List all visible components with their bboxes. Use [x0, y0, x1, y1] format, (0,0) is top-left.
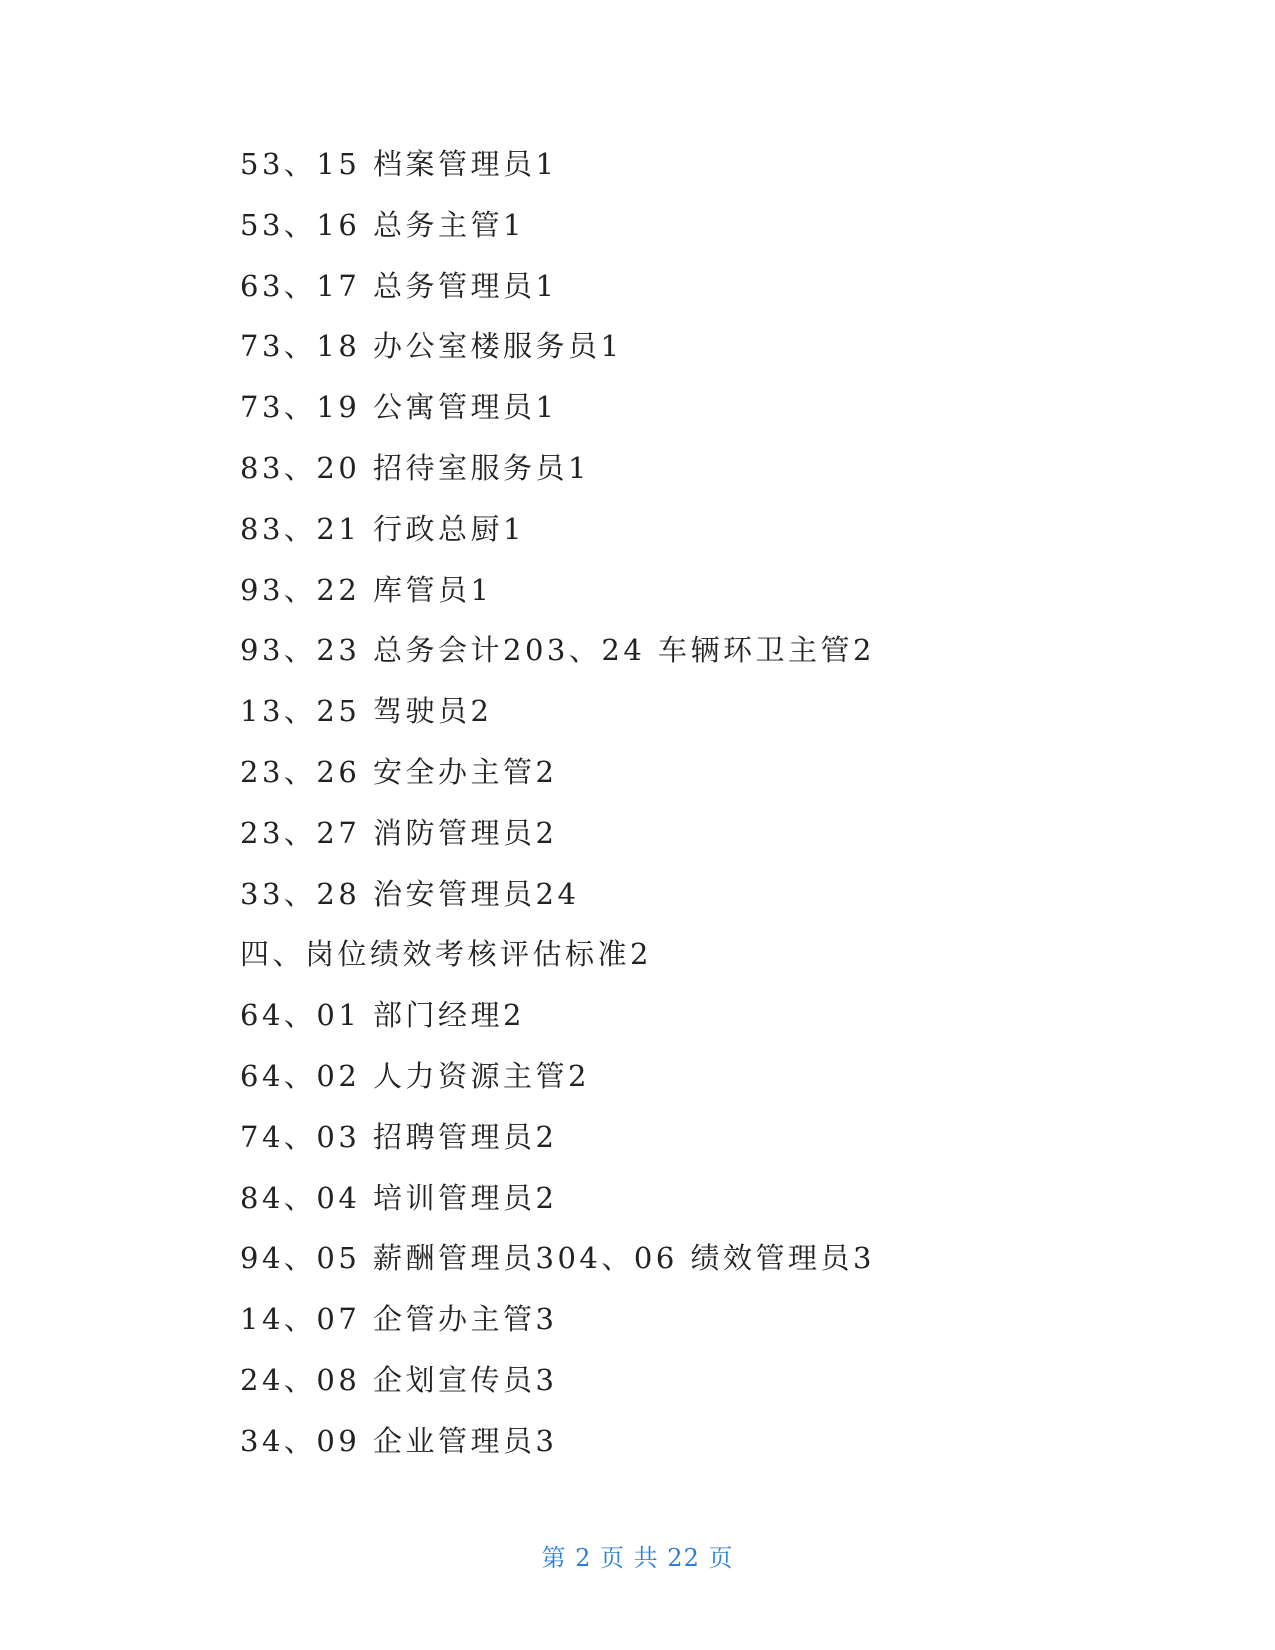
toc-line: 23、27 消防管理员2: [240, 815, 558, 850]
toc-line: 83、20 招待室服务员1: [240, 450, 590, 485]
toc-line: 74、03 招聘管理员2: [240, 1119, 558, 1154]
toc-line: 63、17 总务管理员1: [240, 268, 558, 303]
toc-line: 53、15 档案管理员1: [240, 147, 558, 181]
page-number-footer: 第 2 页 共 22 页: [541, 1544, 734, 1572]
toc-line: 94、05 薪酬管理员304、06 绩效管理员3: [240, 1241, 875, 1276]
toc-line: 53、16 总务主管1: [240, 207, 525, 242]
toc-list: [240, 146, 1140, 1484]
toc-line: 33、28 治安管理员24: [240, 876, 580, 911]
toc-line: 73、19 公寓管理员1: [240, 390, 558, 425]
toc-line: 83、21 行政总厨1: [240, 511, 525, 546]
toc-line: 14、07 企管办主管3: [240, 1302, 558, 1337]
toc-line: 24、08 企划宣传员3: [240, 1362, 558, 1397]
toc-line: 13、25 驾驶员2: [240, 694, 493, 729]
toc-line: 73、18 办公室楼服务员1: [240, 329, 623, 364]
toc-line: 23、26 安全办主管2: [240, 754, 558, 789]
toc-line: 34、09 企业管理员3: [240, 1423, 558, 1458]
toc-line: 64、01 部门经理2: [240, 998, 525, 1033]
toc-line: 64、02 人力资源主管2: [240, 1058, 590, 1093]
toc-section-heading: 四、岗位绩效考核评估标准2: [240, 937, 652, 972]
toc-line: 93、23 总务会计203、24 车辆环卫主管2: [240, 633, 875, 668]
toc-line: 93、22 库管员1: [240, 572, 493, 607]
toc-line: 84、04 培训管理员2: [240, 1180, 558, 1215]
